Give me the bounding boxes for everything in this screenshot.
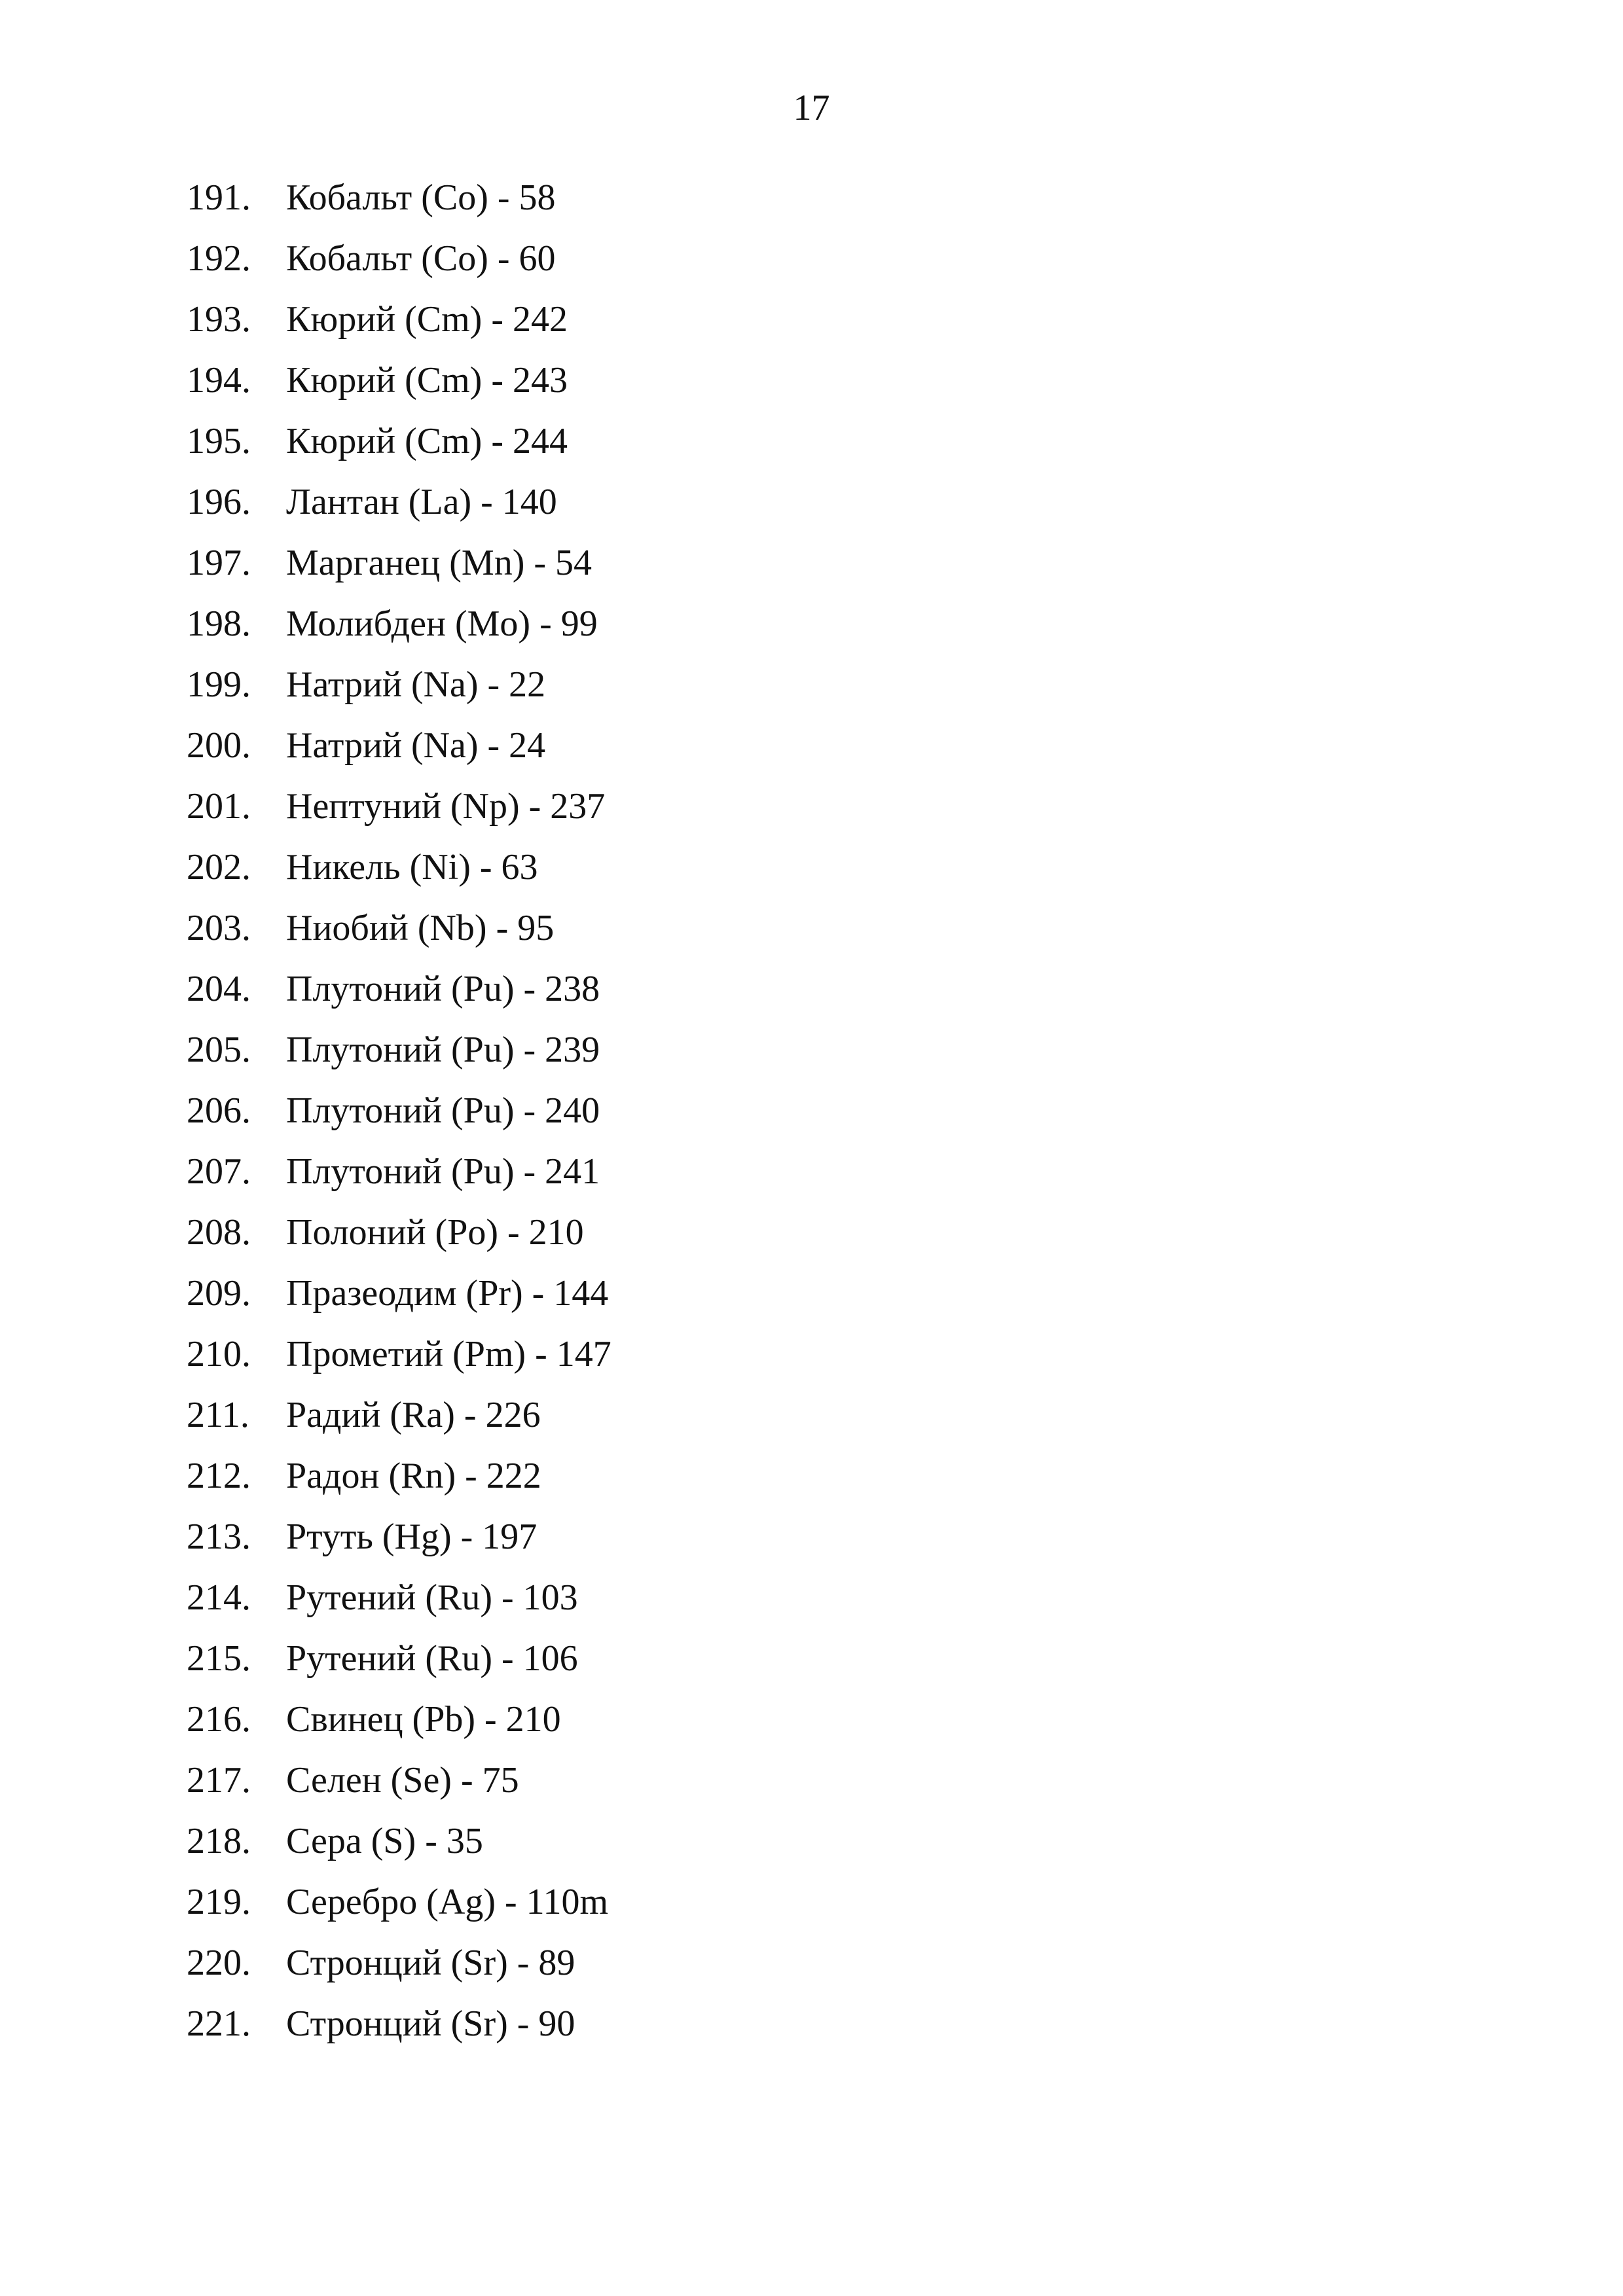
- list-item: [187, 963, 611, 1024]
- list-item: [187, 1511, 611, 1571]
- list-item-text: Радий (Ra) - 226: [286, 1395, 541, 1435]
- list-item: [187, 1145, 611, 1206]
- list-item-number: 214.: [187, 1577, 251, 1618]
- list-item-number: 216.: [187, 1699, 251, 1740]
- list-item-number: 218.: [187, 1821, 251, 1861]
- list-item: [187, 1571, 611, 1632]
- list-item: [187, 1937, 611, 1998]
- isotope-list: [187, 171, 611, 2058]
- list-item: [187, 537, 611, 598]
- list-item: [187, 1998, 611, 2058]
- list-item: [187, 1389, 611, 1450]
- list-item-text: Плутоний (Pu) - 241: [286, 1151, 600, 1192]
- list-item-text: Плутоний (Pu) - 238: [286, 969, 600, 1009]
- list-item-number: 199.: [187, 664, 251, 705]
- list-item-number: 196.: [187, 482, 251, 522]
- list-item-text: Кюрий (Cm) - 244: [286, 421, 568, 461]
- list-item-text: Радон (Rn) - 222: [286, 1456, 541, 1496]
- list-item: [187, 1876, 611, 1937]
- list-item-number: 197.: [187, 543, 251, 583]
- list-item-number: 195.: [187, 421, 251, 461]
- list-item: [187, 1693, 611, 1754]
- list-item-text: Селен (Se) - 75: [286, 1760, 519, 1801]
- list-item-number: 200.: [187, 725, 251, 766]
- list-item-text: Полоний (Po) - 210: [286, 1212, 584, 1253]
- list-item: [187, 171, 611, 232]
- list-item: [187, 719, 611, 780]
- list-item-number: 208.: [187, 1212, 251, 1253]
- list-item-text: Лантан (La) - 140: [286, 482, 557, 522]
- list-item-text: Натрий (Na) - 22: [286, 664, 546, 705]
- list-item-text: Плутоний (Pu) - 239: [286, 1030, 600, 1070]
- list-item-number: 219.: [187, 1882, 251, 1922]
- list-item-number: 211.: [187, 1395, 249, 1435]
- list-item: [187, 780, 611, 841]
- list-item-text: Стронций (Sr) - 89: [286, 1943, 575, 1983]
- list-item-text: Нептуний (Np) - 237: [286, 786, 606, 827]
- list-item-text: Серебро (Ag) - 110m: [286, 1882, 609, 1922]
- list-item-number: 221.: [187, 2003, 251, 2044]
- list-item-text: Ртуть (Hg) - 197: [286, 1516, 538, 1557]
- list-item-text: Кобальт (Co) - 58: [286, 177, 556, 218]
- list-item: [187, 1328, 611, 1389]
- list-item: [187, 841, 611, 902]
- list-item: [187, 1754, 611, 1815]
- list-item-number: 192.: [187, 238, 251, 279]
- list-item-text: Празеодим (Pr) - 144: [286, 1273, 609, 1314]
- list-item-number: 213.: [187, 1516, 251, 1557]
- list-item-number: 201.: [187, 786, 251, 827]
- list-item-text: Кобальт (Co) - 60: [286, 238, 556, 279]
- list-item-number: 193.: [187, 299, 251, 340]
- list-item: [187, 1206, 611, 1267]
- list-item-text: Сера (S) - 35: [286, 1821, 483, 1861]
- list-item-text: Никель (Ni) - 63: [286, 847, 538, 888]
- list-item-number: 207.: [187, 1151, 251, 1192]
- list-item-text: Прометий (Pm) - 147: [286, 1334, 611, 1374]
- list-item: [187, 1267, 611, 1328]
- list-item: [187, 1085, 611, 1145]
- list-item-number: 212.: [187, 1456, 251, 1496]
- list-item: [187, 902, 611, 963]
- list-item: [187, 658, 611, 719]
- list-item-text: Кюрий (Cm) - 243: [286, 360, 568, 401]
- list-item: [187, 232, 611, 293]
- list-item-text: Марганец (Mn) - 54: [286, 543, 593, 583]
- list-item-text: Плутоний (Pu) - 240: [286, 1090, 600, 1131]
- list-item-number: 194.: [187, 360, 251, 401]
- list-item: [187, 1024, 611, 1085]
- page-number: 17: [793, 88, 830, 128]
- list-item-text: Молибден (Mo) - 99: [286, 603, 598, 644]
- list-item-number: 217.: [187, 1760, 251, 1801]
- list-item: [187, 415, 611, 476]
- list-item-number: 191.: [187, 177, 251, 218]
- list-item: [187, 598, 611, 658]
- list-item: [187, 1632, 611, 1693]
- list-item-number: 202.: [187, 847, 251, 888]
- list-item-text: Ниобий (Nb) - 95: [286, 908, 555, 948]
- list-item-text: Свинец (Pb) - 210: [286, 1699, 561, 1740]
- list-item-number: 215.: [187, 1638, 251, 1679]
- list-item: [187, 1450, 611, 1511]
- list-item: [187, 293, 611, 354]
- list-item-text: Рутений (Ru) - 106: [286, 1638, 578, 1679]
- list-item-number: 203.: [187, 908, 251, 948]
- list-item-number: 210.: [187, 1334, 251, 1374]
- list-item-number: 204.: [187, 969, 251, 1009]
- list-item-number: 209.: [187, 1273, 251, 1314]
- list-item: [187, 476, 611, 537]
- list-item-number: 206.: [187, 1090, 251, 1131]
- list-item-text: Натрий (Na) - 24: [286, 725, 546, 766]
- list-item-number: 220.: [187, 1943, 251, 1983]
- list-item-text: Рутений (Ru) - 103: [286, 1577, 578, 1618]
- list-item-text: Стронций (Sr) - 90: [286, 2003, 575, 2044]
- list-item-number: 205.: [187, 1030, 251, 1070]
- list-item-number: 198.: [187, 603, 251, 644]
- list-item: [187, 1815, 611, 1876]
- list-item-text: Кюрий (Cm) - 242: [286, 299, 568, 340]
- list-item: [187, 354, 611, 415]
